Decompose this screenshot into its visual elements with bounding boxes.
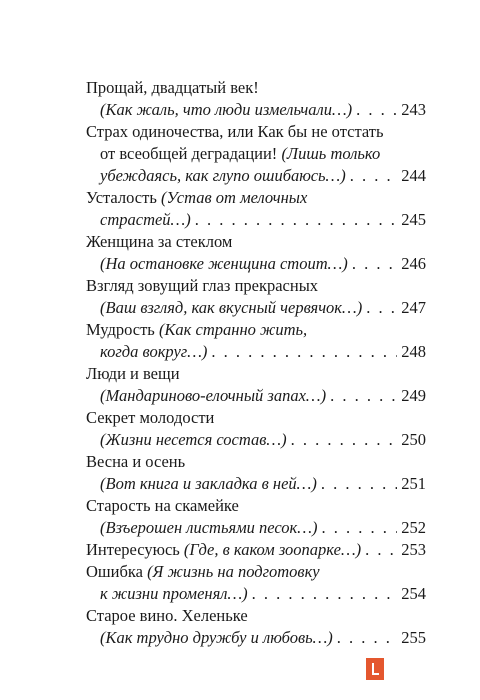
page-number: 246 (401, 254, 426, 273)
toc-title: Интересуюсь (86, 540, 184, 559)
toc-entry (86, 451, 426, 495)
toc-entry (86, 187, 426, 231)
page-number: 254 (401, 584, 426, 603)
toc-first-line: (На остановке женщина стоит…) (100, 254, 348, 273)
toc-line (86, 77, 426, 99)
toc-first-line: (Вот книга и закладка в ней…) (100, 474, 317, 493)
toc-entry (86, 605, 426, 649)
page-number: 245 (401, 210, 426, 229)
toc-first-line: (Жизни несется состав…) (100, 430, 287, 449)
toc-entry (86, 231, 426, 275)
toc-title: Старое вино. Хеленьке (86, 606, 248, 625)
page-number: 247 (401, 298, 426, 317)
toc-entry (86, 319, 426, 363)
dot-leader (352, 253, 397, 275)
toc-first-line: (Где, в каком зоопарке…) (183, 540, 362, 559)
toc-line (86, 275, 426, 297)
page-number: 249 (401, 386, 426, 405)
publisher-logo-icon (366, 658, 384, 680)
dot-leader (252, 583, 398, 605)
toc-line (86, 99, 426, 121)
toc-line (86, 495, 426, 517)
dot-leader (365, 539, 397, 561)
toc-title: Люди и вещи (86, 364, 180, 383)
toc-title: Взгляд зовущий глаз прекрасных (86, 276, 319, 295)
toc-line (86, 561, 426, 583)
toc-title: Усталость (86, 188, 161, 207)
toc-first-line: к жизни променял…) (100, 584, 248, 603)
toc-line (86, 187, 426, 209)
toc-line (86, 165, 426, 187)
toc-title: Весна и осень (86, 452, 186, 471)
toc-first-line: (Как жаль, что люди измельчали…) (100, 100, 353, 119)
dot-leader (291, 429, 398, 451)
page-number: 250 (401, 430, 426, 449)
toc-first-line: (Устав от мелочных (160, 188, 308, 207)
page-number: 248 (401, 342, 426, 361)
toc-first-line: (Как трудно дружбу и любовь…) (100, 628, 333, 647)
toc-title: Старость на скамейке (86, 496, 239, 515)
toc-first-line: (Ваш взгляд, как вкусный червячок…) (100, 298, 363, 317)
dot-leader (350, 165, 398, 187)
toc-title: Ошибка (86, 562, 148, 581)
toc-title: Мудрость (86, 320, 159, 339)
dot-leader (330, 385, 397, 407)
toc-first-line: (Я жизнь на подготовку (147, 562, 320, 581)
toc-entry (86, 407, 426, 451)
page-number: 244 (401, 166, 426, 185)
page-number: 253 (401, 540, 426, 559)
toc-entry (86, 495, 426, 539)
toc-line (86, 143, 426, 165)
toc-entry (86, 363, 426, 407)
toc-line (86, 429, 426, 451)
toc-line (86, 297, 426, 319)
toc-line (86, 231, 426, 253)
toc-line (86, 253, 426, 275)
toc-title: Страх одиночества, или Как бы не отстать (86, 122, 384, 141)
toc-first-line: страстей…) (100, 210, 191, 229)
toc-line (86, 451, 426, 473)
toc-first-line: убеждаясь, как глупо ошибаюсь…) (100, 166, 346, 185)
toc-title: Секрет молодости (86, 408, 215, 427)
toc-title: от всеобщей деградации! (100, 144, 282, 163)
toc-line (86, 517, 426, 539)
toc-entry (86, 561, 426, 605)
dot-leader (195, 209, 398, 231)
toc-title: Прощай, двадцатый век! (86, 78, 259, 97)
dot-leader (211, 341, 397, 363)
toc-line (86, 583, 426, 605)
page-number: 255 (401, 628, 426, 647)
toc-first-line: (Мандариново-елочный запах…) (100, 386, 327, 405)
toc-first-line: (Лишь только (281, 144, 381, 163)
dot-leader (337, 627, 397, 649)
toc-first-line: (Взъерошен листьями песок…) (100, 518, 318, 537)
toc-line (86, 385, 426, 407)
page-number: 243 (401, 100, 426, 119)
dot-leader (321, 517, 397, 539)
toc-entry (86, 539, 426, 561)
toc-first-line: (Как странно жить, (158, 320, 308, 339)
toc-line (86, 209, 426, 231)
toc-line (86, 341, 426, 363)
toc-title: Женщина за стеклом (86, 232, 233, 251)
toc-line (86, 539, 426, 561)
dot-leader (321, 473, 397, 495)
table-of-contents (86, 77, 426, 649)
toc-line (86, 319, 426, 341)
toc-line (86, 363, 426, 385)
toc-line (86, 605, 426, 627)
toc-entry (86, 77, 426, 121)
page-number: 251 (401, 474, 426, 493)
page-number: 252 (401, 518, 426, 537)
toc-first-line: когда вокруг…) (100, 342, 208, 361)
dot-leader (366, 297, 397, 319)
toc-entry (86, 275, 426, 319)
toc-line (86, 627, 426, 649)
toc-line (86, 473, 426, 495)
toc-line (86, 121, 426, 143)
toc-entry (86, 121, 426, 187)
dot-leader (356, 99, 397, 121)
toc-line (86, 407, 426, 429)
